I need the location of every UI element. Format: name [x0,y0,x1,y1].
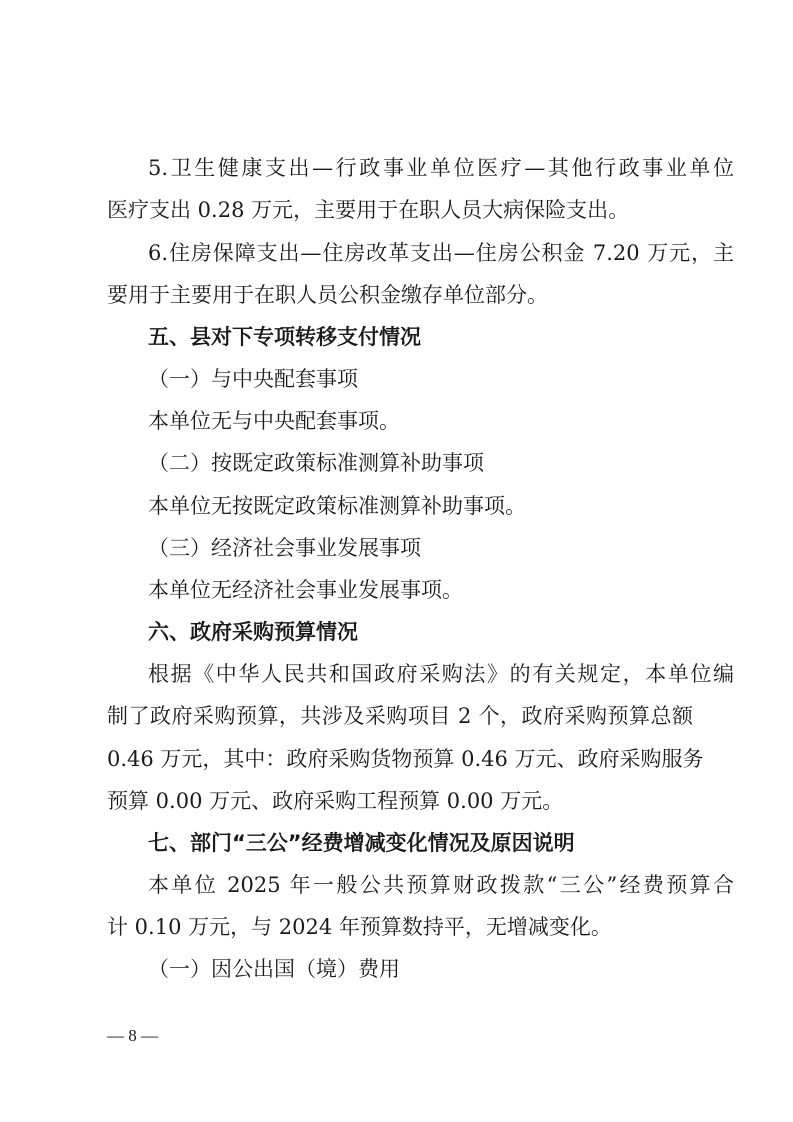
para-procurement-line3: 0.46 万元，其中：政府采购货物预算 0.46 万元、政府采购服务 [107,747,704,771]
para-health-line2: 医疗支出 0.28 万元，主要用于在职人员大病保险支出。 [107,198,630,222]
subheading-overseas-travel: （一）因公出国（境）费用 [148,957,400,981]
para-procurement-line4: 预算 0.00 万元、政府采购工程预算 0.00 万元。 [107,789,564,813]
heading-section-6: 六、政府采购预算情况 [148,620,358,644]
para-central-matching: 本单位无与中央配套事项。 [148,409,400,433]
para-procurement-line1: 根据《中华人民共和国政府采购法》的有关规定，本单位编 [148,662,734,686]
para-policy-subsidy: 本单位无按既定政策标准测算补助事项。 [148,494,526,518]
heading-section-7: 七、部门“三公”经费增减变化情况及原因说明 [148,831,575,855]
page-number: — 8 — [107,1026,158,1045]
para-three-public-line1: 本单位 2025 年一般公共预算财政拨款“三公”经费预算合 [148,873,734,897]
subheading-policy-subsidy: （二）按既定政策标准测算补助事项 [148,451,484,475]
heading-section-5: 五、县对下专项转移支付情况 [148,325,421,349]
para-housing-line2: 要用于主要用于在职人员公积金缴存单位部分。 [107,283,548,307]
subheading-central-matching: （一）与中央配套事项 [148,367,358,391]
para-procurement-line2: 制了政府采购预算，共涉及采购项目 2 个，政府采购预算总额 [107,704,693,728]
para-three-public-line2: 计 0.10 万元，与 2024 年预算数持平，无增减变化。 [107,915,612,939]
para-socioeconomic: 本单位无经济社会事业发展事项。 [148,578,463,602]
para-housing-line1: 6.住房保障支出—住房改革支出—住房公积金 7.20 万元，主 [148,241,734,265]
para-health-line1: 5.卫生健康支出—行政事业单位医疗—其他行政事业单位 [148,156,734,180]
subheading-socioeconomic: （三）经济社会事业发展事项 [148,536,421,560]
